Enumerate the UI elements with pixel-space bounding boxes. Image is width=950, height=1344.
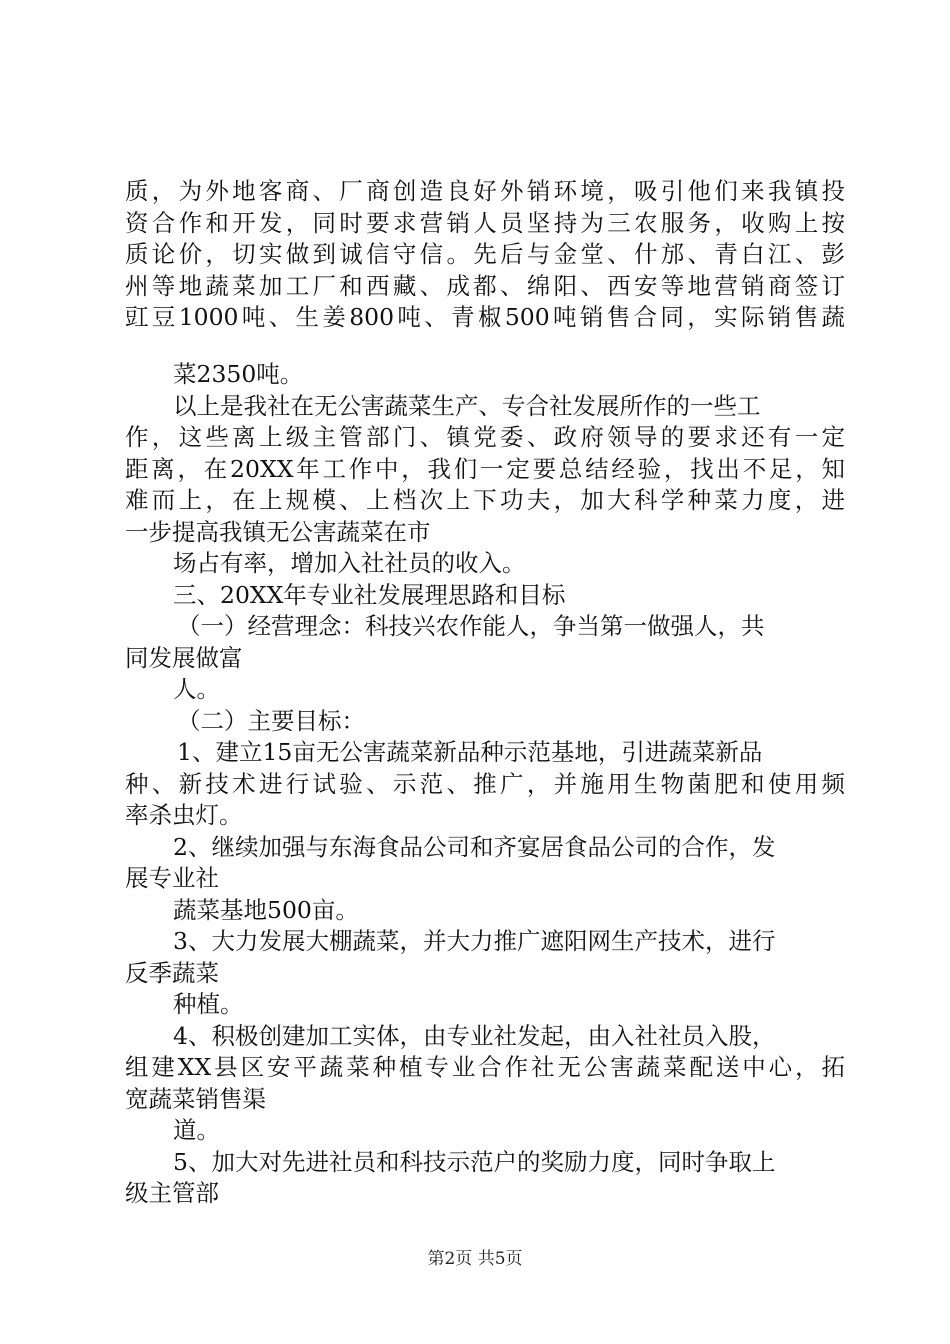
- text-line: 资合作和开发，同时要求营销人员坚持为三农服务，收购上按: [125, 208, 845, 237]
- paragraph-block-1: [125, 176, 845, 334]
- text-line: 级主管部: [125, 1179, 219, 1207]
- text-line: 作，这些离上级主管部门、镇党委、政府领导的要求还有一定: [125, 423, 845, 451]
- text-line: 菜2350吨。: [173, 360, 304, 388]
- text-line: 组建XX县区安平蔬菜种植专业合作社无公害蔬菜配送中心，拓: [125, 1053, 845, 1081]
- text-line: 4、积极创建加工实体，由专业社发起，由入社社员入股，: [173, 1021, 776, 1050]
- text-line: 2、继续加强与东海食品公司和齐宴居食品公司的合作，发: [173, 832, 776, 861]
- text-line: 5、加大对先进社员和科技示范户的奖励力度，同时争取上: [173, 1147, 776, 1176]
- page-footer: 第2页 共5页: [427, 1249, 523, 1269]
- text-line: 蔬菜基地500亩。: [173, 895, 359, 924]
- subheading: （二）主要目标：: [177, 706, 365, 735]
- text-line: 种、新技术进行试验、示范、推广，并施用生物菌肥和使用频: [125, 769, 845, 798]
- text-line: 豇豆1000吨、生姜800吨、青椒500吨销售合同，实际销售蔬: [125, 303, 845, 331]
- text-line: 宽蔬菜销售渠: [125, 1084, 266, 1113]
- text-line: 率杀虫灯。: [125, 801, 243, 829]
- text-line: 场占有率，增加入社社员的收入。: [173, 549, 526, 577]
- text-line: 展专业社: [125, 864, 219, 892]
- text-line: 种植。: [173, 990, 244, 1018]
- text-line: 州等地蔬菜加工厂和西藏、成都、绵阳、西安等地营销商签订: [125, 271, 845, 300]
- text-line: 反季蔬菜: [125, 958, 219, 987]
- text-line: （一）经营理念：科技兴农作能人，争当第一做强人，共: [177, 612, 765, 640]
- text-line: 人。: [173, 675, 220, 703]
- text-line: 一步提高我镇无公害蔬菜在市: [125, 517, 431, 546]
- paragraph-block-2: [125, 359, 845, 1210]
- section-heading: 三、20XX年专业社发展理思路和目标: [173, 580, 566, 609]
- text-line: 难而上，在上规模、上档次上下功夫，加大科学种菜力度，进: [125, 486, 845, 514]
- text-line: 质论价，切实做到诚信守信。先后与金堂、什邡、青白江、彭: [125, 240, 845, 268]
- text-line: 以上是我社在无公害蔬菜生产、专合社发展所作的一些工: [173, 391, 761, 420]
- text-line: 距离，在20XX年工作中，我们一定要总结经验，找出不足，知: [125, 454, 845, 483]
- text-line: 质，为外地客商、厂商创造良好外销环境，吸引他们来我镇投: [125, 177, 845, 205]
- text-line: 道。: [173, 1116, 220, 1144]
- text-line: 1、建立15亩无公害蔬菜新品种示范基地，引进蔬菜新品: [177, 738, 763, 766]
- text-line: 3、大力发展大棚蔬菜，并大力推广遮阳网生产技术，进行: [173, 927, 776, 955]
- text-line: 同发展做富: [125, 643, 243, 672]
